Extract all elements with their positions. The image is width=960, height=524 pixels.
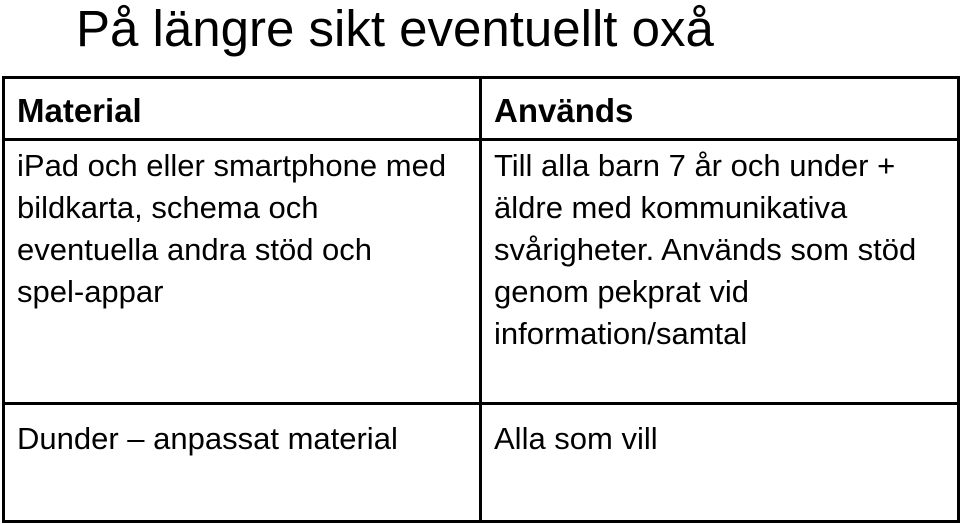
header-material: Material xyxy=(17,92,142,129)
table-cell xyxy=(481,140,959,404)
header-cell-material xyxy=(4,78,481,140)
table-row xyxy=(4,404,959,522)
table-cell xyxy=(481,404,959,522)
slide-title: På längre sikt eventuellt oxå xyxy=(76,0,714,57)
header-cell-anvands xyxy=(481,78,959,140)
cell-material-ipad: iPad och eller smartphone med bildkarta, schema och eventuella andra stöd och spel-appar xyxy=(17,148,447,309)
table-cell xyxy=(4,404,481,522)
table-header-row xyxy=(4,78,959,140)
table-row xyxy=(4,140,959,404)
materials-table xyxy=(2,76,960,523)
cell-anvands-ipad: Till alla barn 7 år och under + äldre med kommunikativa svårigheter. Används som stöd genom pekprat vid information/samtal xyxy=(494,148,917,351)
header-anvands: Används xyxy=(494,92,634,129)
cell-anvands-dunder: Alla som vill xyxy=(494,421,658,456)
cell-material-dunder: Dunder – anpassat material xyxy=(17,421,398,456)
table-cell xyxy=(4,140,481,404)
